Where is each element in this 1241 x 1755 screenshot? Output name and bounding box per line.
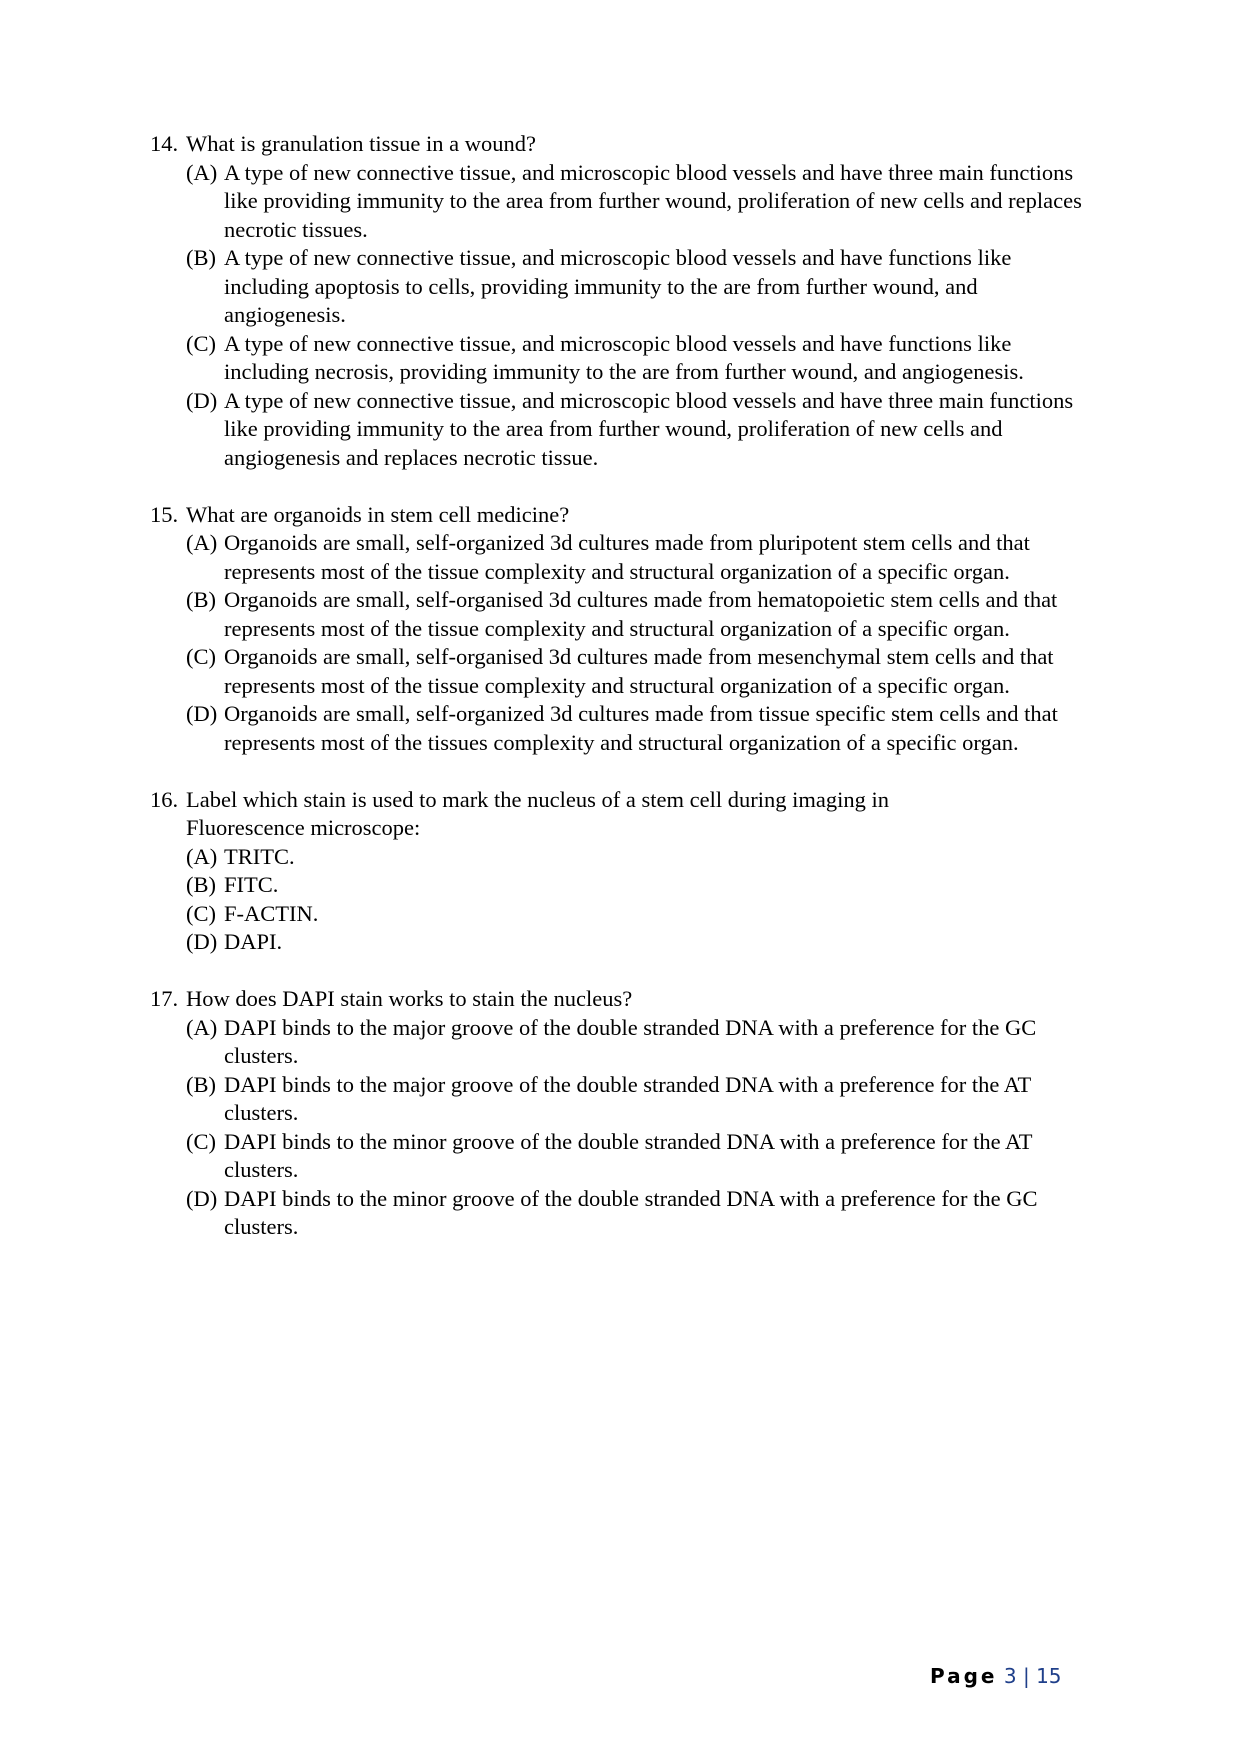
option-label: (C) — [186, 1128, 216, 1154]
option-text: Organoids are small, self-organised 3d cultures made from mesenchymal stem cells and that represents most of the tissue complexity and structural organization of a specific organ. — [224, 644, 1054, 698]
question-text: What are organoids in stem cell medicine? — [186, 501, 570, 527]
question-block — [150, 501, 1100, 758]
option-text: A type of new connective tissue, and microscopic blood vessels and have functions like including apoptosis to cells, providing immunity to the are from further wound, and angiogenesis. — [224, 245, 1012, 327]
option-text: Organoids are small, self-organized 3d cultures made from tissue specific stem cells and that represents most of the tissues complexity and structural organization of a specific organ. — [224, 701, 1058, 755]
answer-option — [186, 387, 1100, 473]
question-stem — [150, 985, 1100, 1014]
answer-option — [186, 843, 1100, 872]
option-label: (B) — [186, 872, 216, 897]
option-list — [150, 843, 1100, 957]
option-label: (B) — [186, 587, 216, 612]
option-text: DAPI binds to the major groove of the double stranded DNA with a preference for the AT clusters. — [224, 1071, 1031, 1125]
option-label: (B) — [186, 1071, 216, 1097]
option-label: (C) — [186, 900, 216, 926]
option-label: (A) — [186, 843, 218, 869]
option-label: (A) — [186, 530, 218, 555]
answer-option — [186, 586, 1100, 643]
question-text: What is granulation tissue in a wound? — [186, 131, 536, 156]
answer-option — [186, 700, 1100, 757]
question-block — [150, 786, 1100, 957]
option-label: (A) — [186, 159, 218, 185]
option-label: (C) — [186, 330, 216, 356]
page-footer — [930, 1663, 1062, 1689]
option-text: F-ACTIN. — [224, 900, 319, 926]
answer-option — [186, 159, 1100, 245]
option-list — [150, 159, 1100, 473]
answer-option — [186, 1185, 1100, 1242]
option-label: (B) — [186, 245, 216, 270]
answer-option — [186, 900, 1100, 929]
question-text: How does DAPI stain works to stain the nucleus? — [186, 986, 633, 1011]
answer-option — [186, 871, 1100, 900]
answer-option — [186, 1014, 1100, 1071]
option-label: (D) — [186, 1185, 218, 1211]
question-number: 16. — [150, 786, 179, 812]
option-text: TRITC. — [224, 843, 295, 869]
option-text: DAPI binds to the minor groove of the double stranded DNA with a preference for the AT clusters. — [224, 1128, 1033, 1182]
option-text: Organoids are small, self-organised 3d cultures made from hematopoietic stem cells and that represents most of the tissue complexity and structural organization of a specific organ. — [224, 587, 1058, 641]
option-list — [150, 529, 1100, 757]
page-separator: | — [1022, 1664, 1030, 1688]
option-label: (D) — [186, 387, 218, 413]
question-number: 14. — [150, 131, 179, 156]
question-text: Label which stain is used to mark the nucleus of a stem cell during imaging in Fluorescence microscope: — [186, 786, 889, 840]
page-number: 3 — [1003, 1664, 1017, 1688]
question-block — [150, 130, 1100, 472]
question-stem — [150, 130, 1100, 159]
answer-option — [186, 928, 1100, 957]
answer-option — [186, 1128, 1100, 1185]
answer-option — [186, 643, 1100, 700]
question-stem — [150, 501, 1100, 530]
answer-option — [186, 330, 1100, 387]
option-text: A type of new connective tissue, and microscopic blood vessels and have three main functions like providing immunity to the area from further wound, proliferation of new cells and replaces necrotic tissues. — [224, 159, 1082, 242]
question-block — [150, 985, 1100, 1242]
option-text: DAPI binds to the major groove of the double stranded DNA with a preference for the GC clusters. — [224, 1014, 1037, 1068]
question-number: 15. — [150, 501, 179, 527]
option-label: (D) — [186, 701, 218, 726]
question-list — [150, 130, 1100, 1270]
option-text: DAPI binds to the minor groove of the double stranded DNA with a preference for the GC clusters. — [224, 1185, 1038, 1239]
option-list — [150, 1014, 1100, 1242]
question-stem — [150, 786, 1100, 843]
option-text: A type of new connective tissue, and microscopic blood vessels and have three main functions like providing immunity to the area from further wound, proliferation of new cells and angiogenesis and replaces necrotic tissue. — [224, 387, 1074, 470]
option-label: (C) — [186, 644, 216, 669]
option-label: (D) — [186, 929, 218, 954]
answer-option — [186, 529, 1100, 586]
option-label: (A) — [186, 1014, 218, 1040]
question-number: 17. — [150, 986, 179, 1011]
page-word: Page — [930, 1664, 998, 1688]
option-text: FITC. — [224, 872, 279, 897]
answer-option — [186, 244, 1100, 330]
option-text: A type of new connective tissue, and microscopic blood vessels and have functions like including necrosis, providing immunity to the are from further wound, and angiogenesis. — [224, 330, 1024, 384]
total-pages: 15 — [1036, 1664, 1062, 1688]
option-text: Organoids are small, self-organized 3d cultures made from pluripotent stem cells and that represents most of the tissue complexity and structural organization of a specific organ. — [224, 530, 1030, 584]
answer-option — [186, 1071, 1100, 1128]
option-text: DAPI. — [224, 929, 283, 954]
